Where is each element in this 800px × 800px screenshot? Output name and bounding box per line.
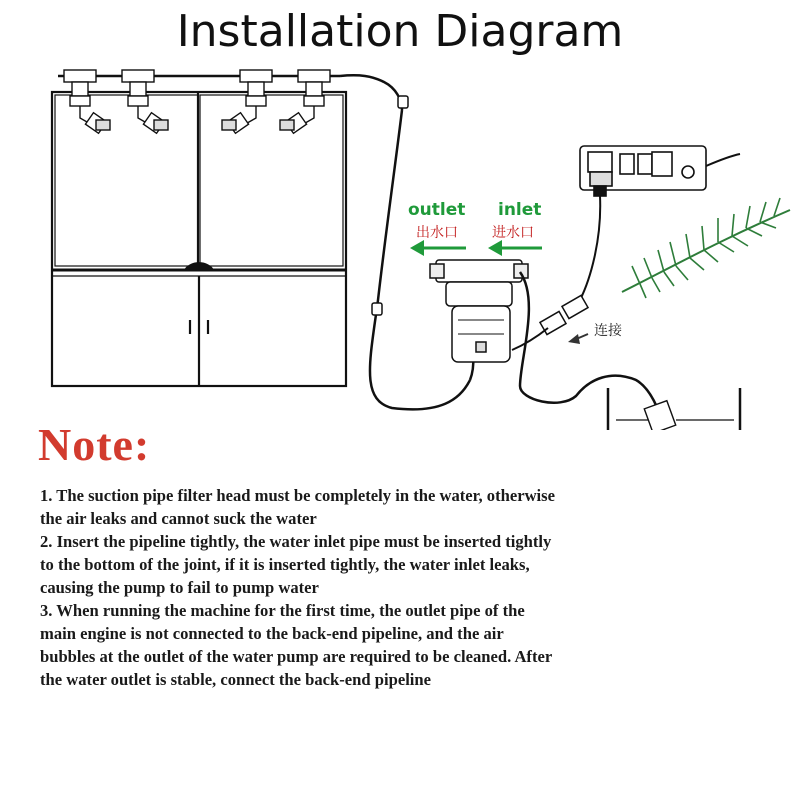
nozzle-4 (280, 70, 330, 133)
nozzle-1 (64, 70, 110, 133)
nozzle-2 (122, 70, 168, 133)
cabinet (52, 92, 346, 386)
top-pipe (58, 75, 473, 409)
connect-arrow-head (568, 334, 580, 344)
pump-to-connector-cable (512, 328, 548, 350)
cabinet-drain (184, 262, 214, 270)
note-item-3: 3. When running the machine for the first time, the outlet pipe of the main engine is not connected to the back-end pipeline, and the air bubbles at the outlet of the water pump are required to be cleaned. After the water outlet is stable, connect the back-end pipeline (40, 601, 552, 689)
pump-cable (580, 196, 600, 300)
inlet-pipe (520, 272, 664, 430)
nozzle-3 (222, 70, 272, 133)
note-heading: Note: (38, 419, 151, 470)
connect-label-cn: 连接 (594, 323, 622, 339)
power-strip (580, 146, 706, 196)
outlet-label-cn: 出水口 (416, 225, 458, 241)
note-item-2: 2. Insert the pipeline tightly, the water inlet pipe must be inserted tightly to the bottom of the joint, if it is inserted tightly, the water inlet leaks, causing the pump to fail to pump water (40, 532, 552, 597)
note-item-1: 1. The suction pipe filter head must be completely in the water, otherwise the air leaks and cannot suck the water (40, 486, 555, 528)
pine-branch (622, 198, 790, 298)
page-title: Installation Diagram (176, 6, 624, 57)
outlet-label: outlet (408, 200, 466, 220)
inlet-label-cn: 进水口 (492, 225, 534, 241)
inlet-arrow (488, 240, 542, 256)
inlet-label: inlet (498, 200, 542, 220)
water-pump (430, 260, 528, 362)
outlet-arrow (410, 240, 466, 256)
suction-filter (644, 401, 675, 430)
note-list (40, 484, 560, 691)
power-cord (706, 154, 740, 166)
